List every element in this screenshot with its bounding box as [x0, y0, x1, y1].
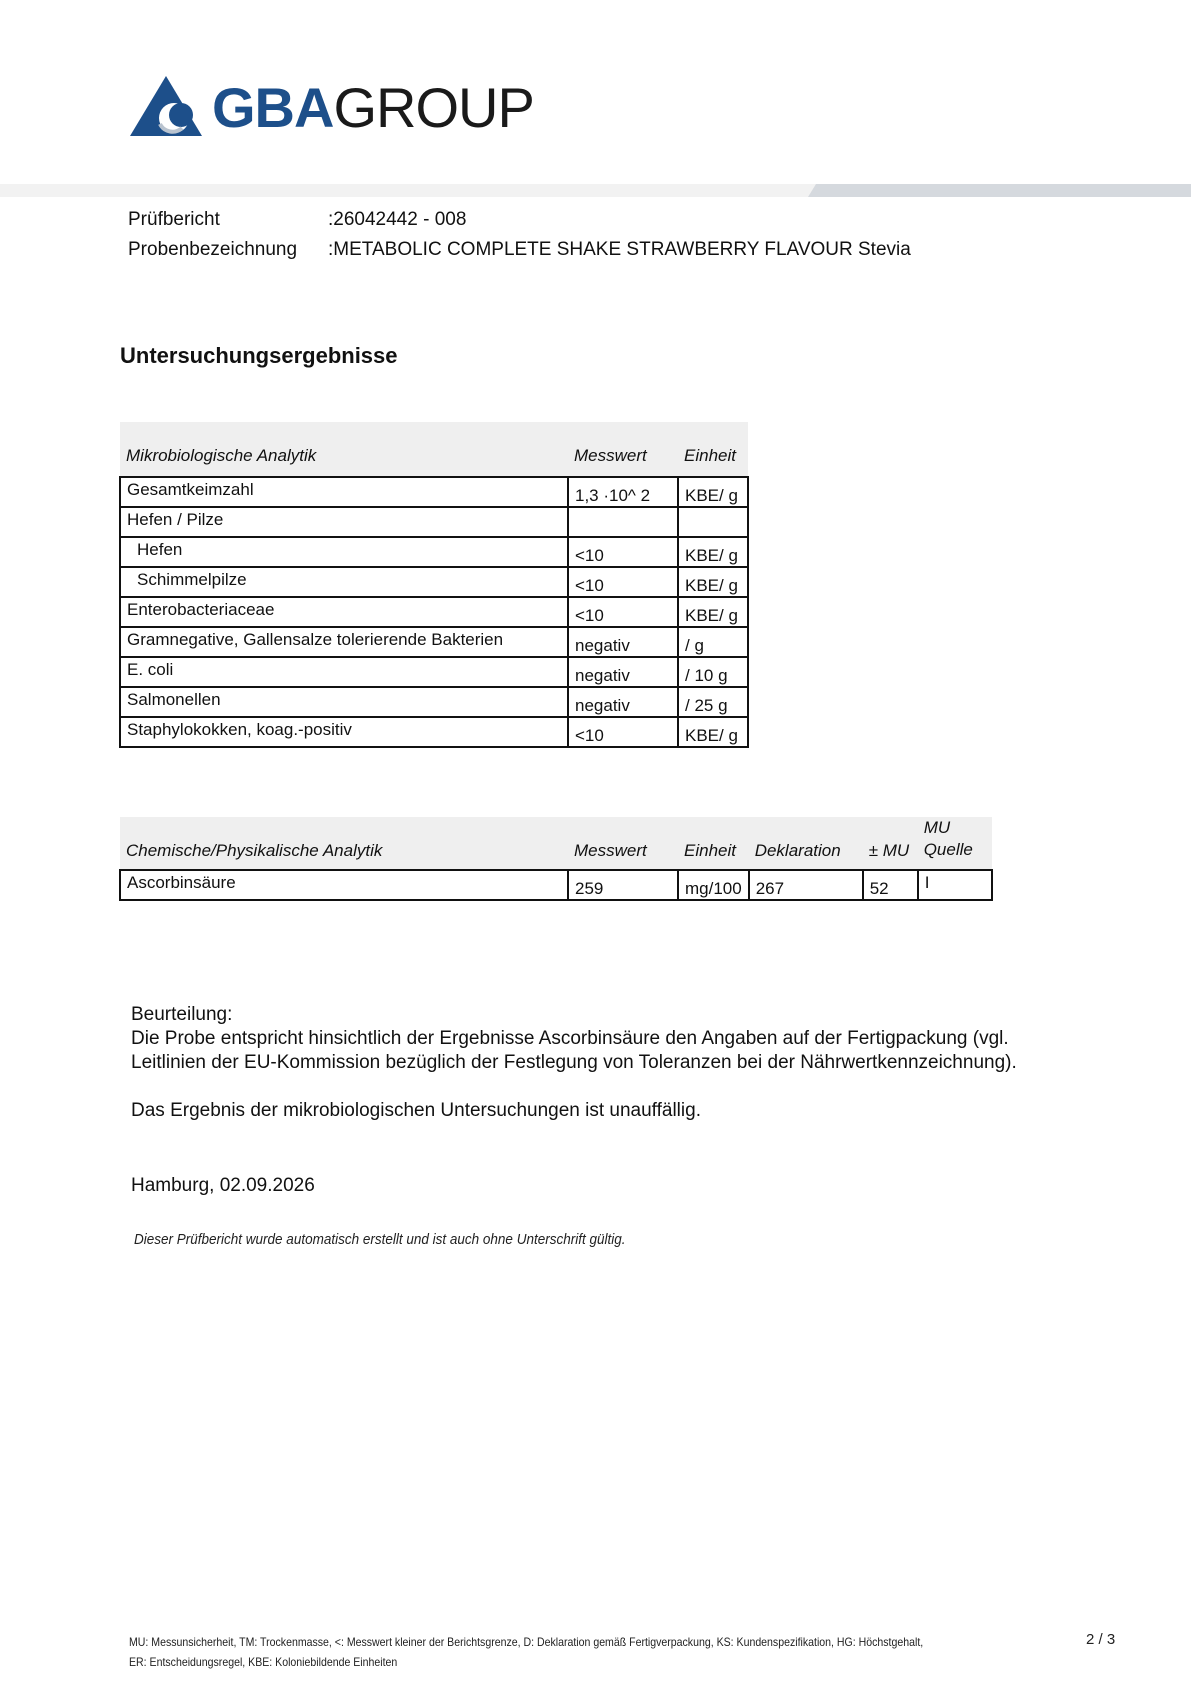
- measured-value: <10: [568, 717, 678, 747]
- unit: KBE/ g: [678, 717, 748, 747]
- analyte-name: Ascorbinsäure: [120, 870, 568, 900]
- mu-source-line2: Quelle: [923, 840, 973, 859]
- page-number: 2 / 3: [1086, 1631, 1116, 1648]
- assessment-heading: Beurteilung:: [131, 1004, 233, 1025]
- report-number-label: Prüfbericht: [128, 209, 220, 230]
- column-header-mu: ± MU: [863, 817, 918, 870]
- auto-generated-note: Dieser Prüfbericht wurde automatisch erstellt und ist auch ohne Unterschrift gültig.: [134, 1231, 626, 1248]
- unit: / g: [678, 627, 748, 657]
- column-header-unit: Einheit: [678, 817, 749, 870]
- measured-value: <10: [568, 567, 678, 597]
- measured-value: <10: [568, 537, 678, 567]
- measured-value: negativ: [568, 687, 678, 717]
- unit: KBE/ g: [678, 567, 748, 597]
- table-row: [120, 537, 748, 567]
- column-header-value: Messwert: [568, 817, 678, 870]
- measured-value: 1,3 ·10^ 2: [568, 477, 678, 507]
- assessment-line: Leitlinien der EU-Kommission bezüglich der Festlegung von Toleranzen bei der Nährwertkennzeichnung).: [131, 1052, 1017, 1073]
- measured-value: 259: [568, 870, 678, 900]
- unit: KBE/ g: [678, 597, 748, 627]
- gba-triangle-logo-icon: [130, 74, 202, 138]
- table-row: [120, 477, 748, 507]
- mu-source-line1: MU: [923, 818, 951, 837]
- analyte-name: Hefen / Pilze: [120, 507, 568, 537]
- mu-source-value: I: [918, 870, 992, 900]
- report-number-row: [128, 209, 466, 231]
- column-header-unit: Einheit: [678, 422, 748, 477]
- table-row: [120, 507, 748, 537]
- microbiology-table: [119, 422, 749, 748]
- footer-legend-line: ER: Entscheidungsregel, KBE: Koloniebildende Einheiten: [129, 1655, 398, 1669]
- column-header-analysis: Mikrobiologische Analytik: [120, 422, 568, 477]
- header-band: [0, 184, 1191, 197]
- brand-name: [212, 78, 534, 138]
- analyte-name: E. coli: [120, 657, 568, 687]
- table-row: [120, 597, 748, 627]
- footer-legend: [129, 1632, 923, 1672]
- unit: / 10 g: [678, 657, 748, 687]
- brand-name-strong: GBA: [212, 76, 334, 139]
- analyte-name: Hefen: [120, 537, 568, 567]
- analyte-name: Salmonellen: [120, 687, 568, 717]
- analyte-name: Enterobacteriaceae: [120, 597, 568, 627]
- declaration-value: 267: [749, 870, 863, 900]
- place-and-date: Hamburg, 02.09.2026: [131, 1175, 315, 1196]
- brand-name-light: GROUP: [333, 76, 534, 139]
- unit: KBE/ g: [678, 537, 748, 567]
- table-header-row: [120, 422, 748, 477]
- table-row: [120, 657, 748, 687]
- column-header-declaration: Deklaration: [749, 817, 863, 870]
- analyte-name: Gramnegative, Gallensalze tolerierende Bakterien: [120, 627, 568, 657]
- company-logo: [130, 74, 560, 146]
- measured-value: negativ: [568, 627, 678, 657]
- analyte-name: Staphylokokken, koag.-positiv: [120, 717, 568, 747]
- unit: mg/100: [678, 870, 749, 900]
- analyte-name: Gesamtkeimzahl: [120, 477, 568, 507]
- sample-name-value: :METABOLIC COMPLETE SHAKE STRAWBERRY FLAVOUR Stevia: [328, 239, 911, 260]
- footer-legend-line: MU: Messunsicherheit, TM: Trockenmasse, <: Messwert kleiner der Berichtsgrenze, D: Deklaration gemäß Fertigverpackung, KS: Kundenspezifikation, HG: Höchstgehalt,: [129, 1635, 924, 1649]
- sample-name-label: Probenbezeichnung: [128, 239, 298, 260]
- measured-value: <10: [568, 597, 678, 627]
- measured-value: [568, 507, 678, 537]
- table-row: [120, 870, 992, 900]
- table-row: [120, 717, 748, 747]
- unit: [678, 507, 748, 537]
- column-header-value: Messwert: [568, 422, 678, 477]
- analyte-name: Schimmelpilze: [120, 567, 568, 597]
- column-header-analysis: Chemische/Physikalische Analytik: [120, 817, 568, 870]
- section-title: Untersuchungsergebnisse: [120, 343, 398, 368]
- table-row: [120, 567, 748, 597]
- unit: KBE/ g: [678, 477, 748, 507]
- measured-value: negativ: [568, 657, 678, 687]
- assessment-line: Das Ergebnis der mikrobiologischen Untersuchungen ist unauffällig.: [131, 1100, 701, 1121]
- column-header-mu-source: [918, 817, 992, 870]
- table-header-row: [120, 817, 992, 870]
- assessment-line: Die Probe entspricht hinsichtlich der Ergebnisse Ascorbinsäure den Angaben auf der Fertigpackung (vgl.: [131, 1028, 1009, 1049]
- report-number-value: :26042442 - 008: [328, 209, 467, 230]
- unit: / 25 g: [678, 687, 748, 717]
- sample-name-row: [128, 239, 911, 261]
- table-row: [120, 627, 748, 657]
- table-row: [120, 687, 748, 717]
- chemistry-table: [119, 817, 993, 901]
- mu-value: 52: [863, 870, 918, 900]
